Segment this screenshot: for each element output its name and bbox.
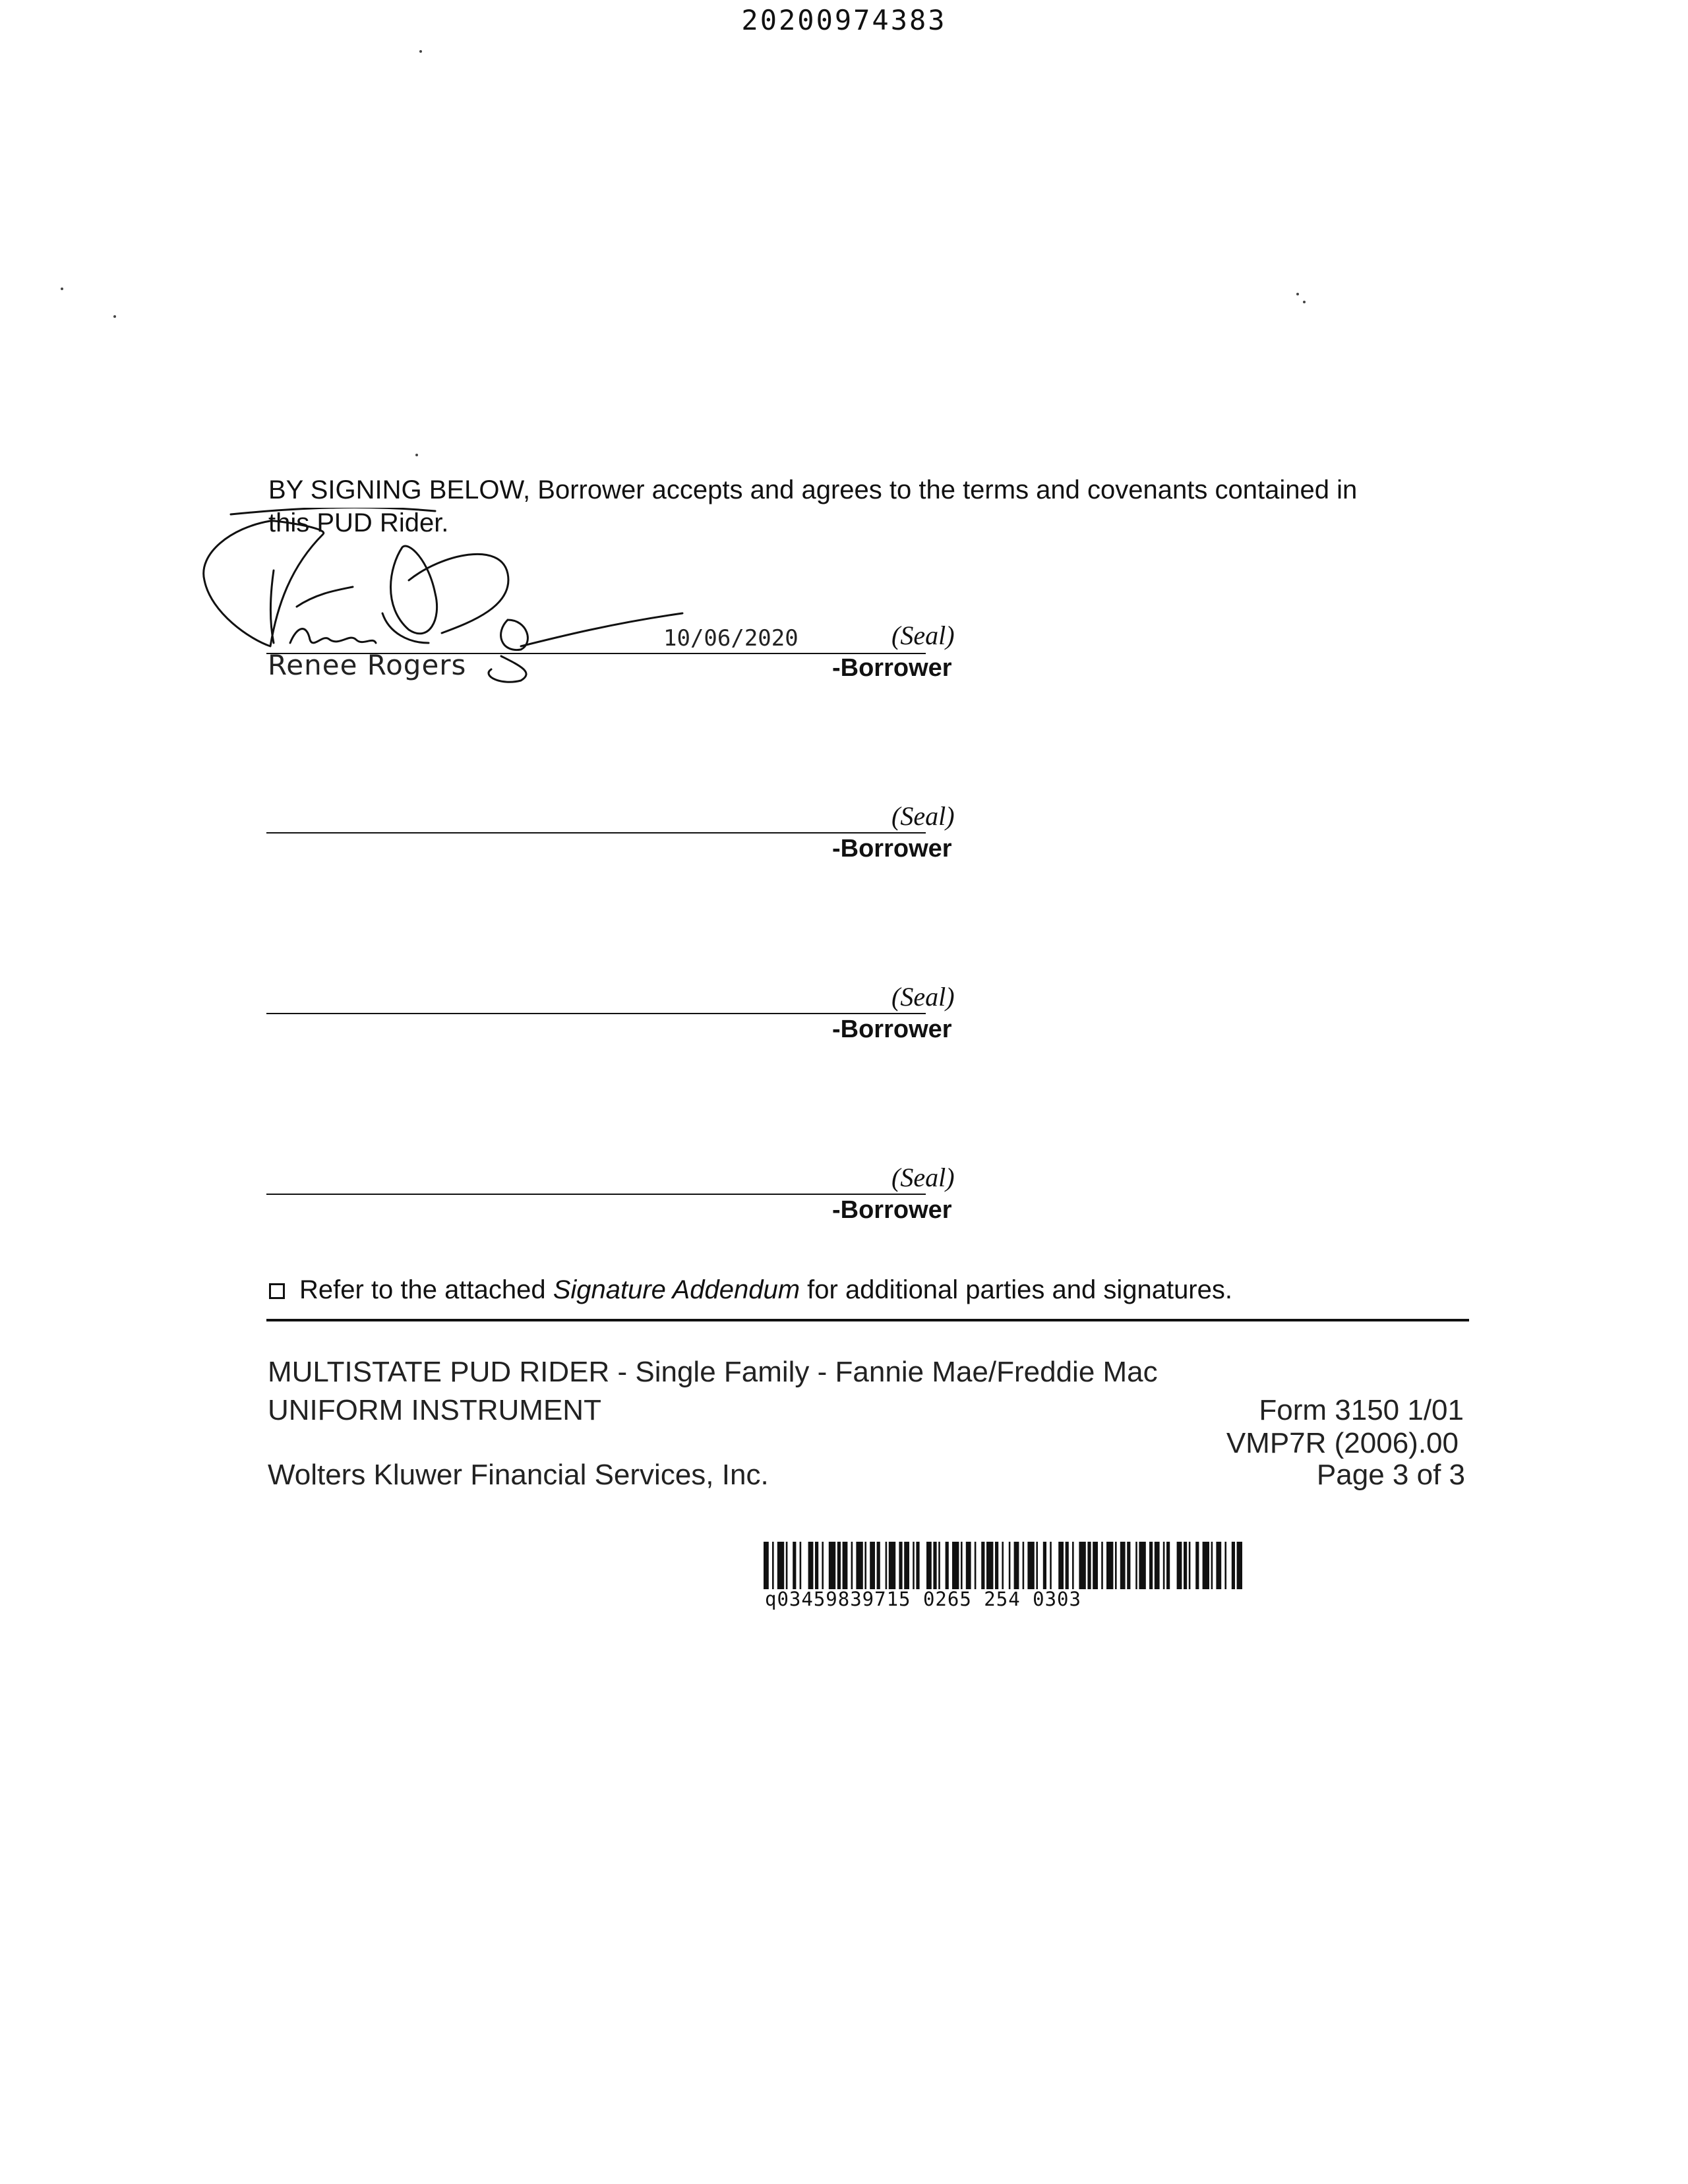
borrower-label-1: -Borrower [832, 654, 952, 682]
barcode-bar [1066, 1542, 1069, 1589]
barcode-bar [1101, 1542, 1103, 1589]
barcode-bar [986, 1542, 993, 1589]
signature-line-3 [266, 1013, 926, 1014]
barcode-bar [777, 1542, 784, 1589]
barcode-bar [822, 1542, 824, 1589]
barcode-bar [1211, 1542, 1213, 1589]
barcode-bar [864, 1542, 866, 1589]
barcode-bar [1195, 1542, 1199, 1589]
barcode-bar [913, 1542, 915, 1589]
barcode-bar [961, 1542, 963, 1589]
barcode-bar [1093, 1542, 1098, 1589]
signer-name: Renee Rogers [268, 649, 467, 681]
barcode-bar [1014, 1542, 1019, 1589]
borrower-label-4: -Borrower [832, 1196, 952, 1224]
barcode-bar [793, 1542, 796, 1589]
barcode-bar [851, 1542, 853, 1589]
addendum-prefix: Refer to the attached [299, 1275, 553, 1304]
barcode-bar [926, 1542, 932, 1589]
seal-label-4: (Seal) [891, 1163, 955, 1192]
barcode-bar [886, 1542, 888, 1589]
document-number: 20200974383 [741, 4, 947, 36]
barcode-bar [1050, 1542, 1052, 1589]
barcode-bar [837, 1542, 841, 1589]
barcode-bar [1087, 1542, 1091, 1589]
barcode-bar [815, 1542, 818, 1589]
barcode-bar [1027, 1542, 1034, 1589]
borrower-label-3: -Borrower [832, 1016, 952, 1043]
barcode-bar [786, 1542, 788, 1589]
scan-speck [1296, 293, 1299, 295]
barcode-bar [1163, 1542, 1165, 1589]
barcode-bar [764, 1542, 769, 1589]
barcode-bar [829, 1542, 835, 1589]
addendum-text [299, 1275, 1232, 1305]
form-number: Form 3150 1/01 [1259, 1394, 1464, 1426]
barcode-bar [938, 1542, 940, 1589]
signature-line-2 [266, 832, 926, 834]
publisher: Wolters Kluwer Financial Services, Inc. [268, 1459, 769, 1491]
barcode-bar [916, 1542, 919, 1589]
barcode-bar [975, 1542, 977, 1589]
barcode-bar [800, 1542, 802, 1589]
barcode-bar [808, 1542, 814, 1589]
barcode-bar [966, 1542, 971, 1589]
barcode-bar [1120, 1542, 1126, 1589]
barcode-bar [1079, 1542, 1085, 1589]
seal-label-1: (Seal) [891, 621, 955, 650]
barcode-bar [843, 1542, 848, 1589]
barcode-bar [1189, 1542, 1191, 1589]
signature-line-4 [266, 1194, 926, 1195]
uniform-instrument: UNIFORM INSTRUMENT [268, 1394, 601, 1426]
barcode-bar [933, 1542, 936, 1589]
scan-speck [419, 50, 422, 53]
scan-speck [1303, 301, 1306, 303]
barcode-bar [1127, 1542, 1130, 1589]
barcode-bar [889, 1542, 895, 1589]
barcode-bar [1177, 1542, 1182, 1589]
seal-label-2: (Seal) [891, 801, 955, 831]
seal-label-3: (Seal) [891, 982, 955, 1012]
barcode-bar [1072, 1542, 1074, 1589]
barcode-bar [1216, 1542, 1221, 1589]
signature-date: 10/06/2020 [663, 625, 799, 652]
barcode-bar [1224, 1542, 1226, 1589]
barcode-bar [1203, 1542, 1209, 1589]
barcode-bar [1135, 1542, 1137, 1589]
divider-rule [266, 1319, 1469, 1321]
barcode-bar [1043, 1542, 1046, 1589]
scan-speck [113, 315, 116, 318]
form-title: MULTISTATE PUD RIDER - Single Family - Fannie Mae/Freddie Mac [268, 1356, 1158, 1388]
barcode-bar [1139, 1542, 1145, 1589]
barcode-bar [870, 1542, 875, 1589]
intro-text-line1: BY SIGNING BELOW, Borrower accepts and agrees to the terms and covenants contained in [268, 475, 1358, 504]
barcode-bar [1166, 1542, 1170, 1589]
addendum-checkbox[interactable] [269, 1283, 285, 1299]
barcode-bar [1155, 1542, 1160, 1589]
barcode-bar [995, 1542, 998, 1589]
barcode-bar [1009, 1542, 1011, 1589]
page-number: Page 3 of 3 [1316, 1459, 1465, 1491]
barcode-bar [952, 1542, 959, 1589]
vmp-code: VMP7R (2006).00 [1226, 1427, 1459, 1459]
barcode-bar [981, 1542, 984, 1589]
scan-speck [415, 454, 418, 456]
barcode-bar [1002, 1542, 1004, 1589]
barcode-bar [899, 1542, 902, 1589]
barcode-bar [1184, 1542, 1187, 1589]
barcode-bar [772, 1542, 774, 1589]
barcode-bar [1106, 1542, 1113, 1589]
barcode-bar [1036, 1542, 1038, 1589]
barcode [764, 1542, 1242, 1589]
barcode-bar [1115, 1542, 1117, 1589]
barcode-bar [1023, 1542, 1025, 1589]
barcode-bar [946, 1542, 949, 1589]
addendum-suffix: for additional parties and signatures. [800, 1275, 1232, 1304]
borrower-label-2: -Borrower [832, 835, 952, 863]
barcode-bar [856, 1542, 862, 1589]
barcode-bar [904, 1542, 909, 1589]
scan-speck [61, 288, 63, 290]
barcode-bar [1058, 1542, 1064, 1589]
addendum-emphasis: Signature Addendum [553, 1275, 800, 1304]
intro-text-line2: this PUD Rider. [268, 508, 449, 537]
barcode-text: q03459839715 0265 254 0303 [765, 1588, 1081, 1610]
barcode-bar [1237, 1542, 1242, 1589]
barcode-bar [1149, 1542, 1153, 1589]
barcode-bar [877, 1542, 880, 1589]
barcode-bar [1232, 1542, 1235, 1589]
